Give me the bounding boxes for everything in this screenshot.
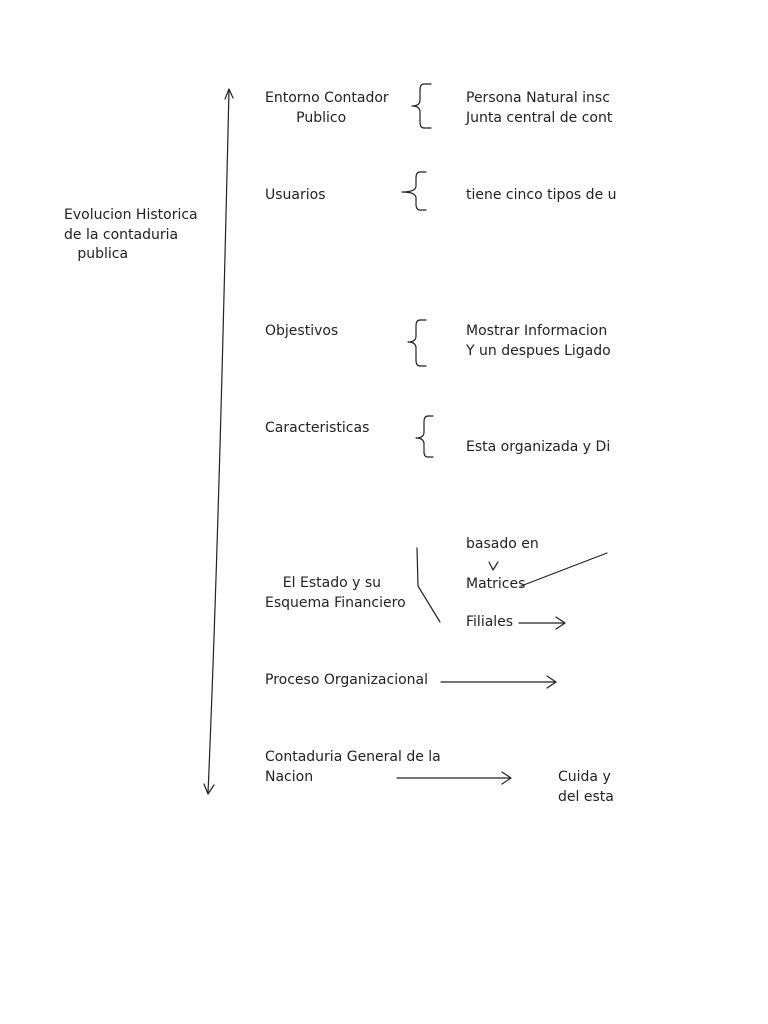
main-timeline-arrow bbox=[208, 90, 229, 793]
filiales-arrowhead bbox=[556, 617, 565, 629]
matrices-label: Matrices bbox=[466, 576, 526, 592]
root-title: Evolucion Historica de la contaduria publica bbox=[64, 207, 198, 262]
entorno-detail: Persona Natural insc Junta central de cont bbox=[466, 90, 613, 126]
arrowhead-top bbox=[225, 89, 233, 99]
basado-en-label: basado en bbox=[466, 536, 539, 552]
objetivos-detail: Mostrar Informacion Y un despues Ligado bbox=[466, 323, 611, 359]
usuarios-label: Usuarios bbox=[265, 187, 326, 203]
contaduria-arrowhead bbox=[502, 772, 511, 784]
estado-label: El Estado y su Esquema Financiero bbox=[265, 575, 406, 611]
objetivos-label: Objestivos bbox=[265, 323, 339, 339]
basado-arrowhead bbox=[489, 562, 498, 570]
estado-bracket bbox=[417, 548, 440, 622]
brace-entorno bbox=[412, 84, 431, 128]
brace-usuarios bbox=[402, 172, 426, 210]
filiales-label: Filiales bbox=[466, 614, 514, 630]
entorno-label: Entorno Contador Publico bbox=[265, 90, 389, 126]
caracteristicas-detail: Esta organizada y Di bbox=[466, 439, 611, 455]
caracteristicas-label: Caracteristicas bbox=[265, 420, 370, 436]
brace-caracteristicas bbox=[416, 416, 433, 457]
brace-objetivos bbox=[408, 320, 426, 366]
proceso-label: Proceso Organizacional bbox=[265, 672, 429, 688]
contaduria-detail: Cuida y del esta bbox=[558, 769, 614, 805]
matrices-connector bbox=[521, 553, 607, 586]
usuarios-detail: tiene cinco tipos de u bbox=[466, 187, 617, 203]
contaduria-label: Contaduria General de la Nacion bbox=[265, 749, 441, 785]
proceso-arrowhead bbox=[547, 676, 556, 688]
arrowhead-bottom bbox=[204, 784, 214, 794]
